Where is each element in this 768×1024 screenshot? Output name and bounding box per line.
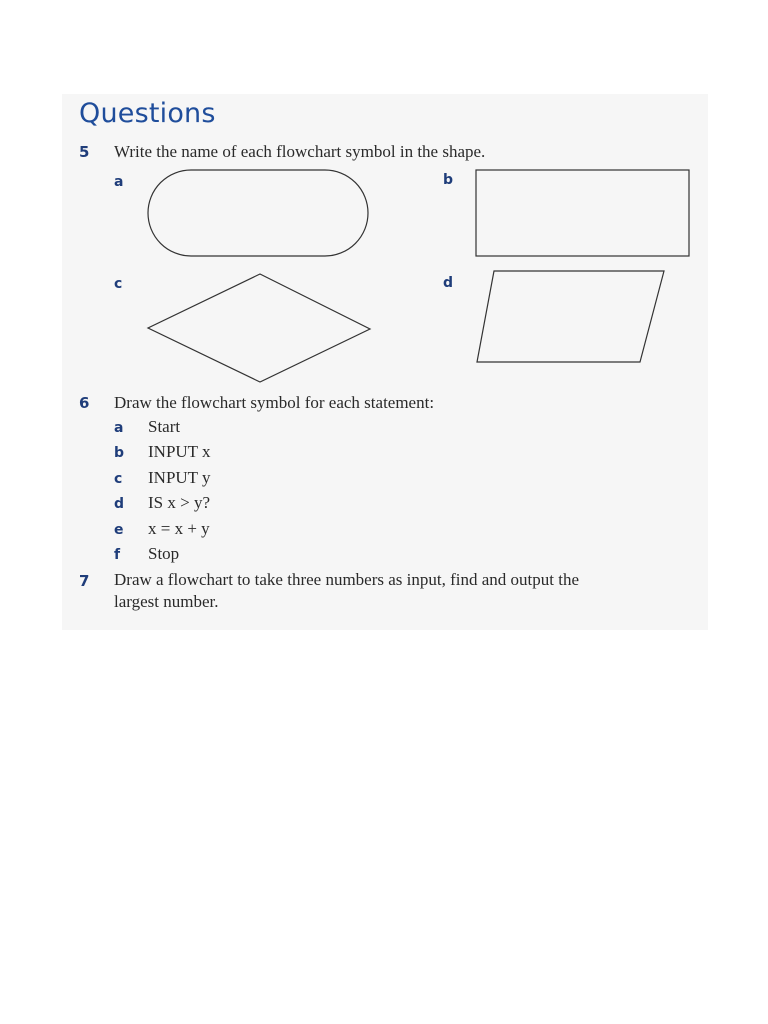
section-heading: Questions <box>79 98 216 129</box>
question-7-text-line-2: largest number. <box>114 592 219 611</box>
input-output-shape <box>474 268 668 366</box>
question-6-item-c-text: INPUT y <box>148 468 211 487</box>
question-6-text: Draw the flowchart symbol for each statement: <box>114 393 435 412</box>
question-5-text: Write the name of each flowchart symbol in the shape. <box>114 142 486 161</box>
question-6-item-a-text: Start <box>148 417 181 436</box>
question-7-text-line-1: Draw a flowchart to take three numbers as input, find and output the <box>114 570 580 589</box>
question-6-item-e-text: x = x + y <box>148 519 210 538</box>
process-shape <box>474 168 692 260</box>
question-6-item-c-label: c <box>114 471 123 487</box>
question-5-part-a-label: a <box>114 174 124 190</box>
question-6-item-d-text: IS x > y? <box>148 493 210 512</box>
question-5-part-c-label: c <box>114 276 123 292</box>
decision-shape <box>146 272 374 386</box>
question-7-number: 7 <box>79 572 90 590</box>
question-5-part-b-label: b <box>443 172 454 188</box>
question-5-part-d-label: d <box>443 275 454 291</box>
terminator-shape <box>146 168 372 260</box>
question-6-item-d-label: d <box>114 496 125 512</box>
question-6-item-f-text: Stop <box>148 544 180 563</box>
question-6-item-f-label: f <box>114 547 121 563</box>
question-6-item-e-label: e <box>114 522 124 538</box>
question-5-number: 5 <box>79 143 90 161</box>
question-6-item-a-label: a <box>114 420 124 436</box>
question-6-number: 6 <box>79 394 90 412</box>
question-6-item-b-label: b <box>114 445 125 461</box>
question-6-item-b-text: INPUT x <box>148 442 211 461</box>
